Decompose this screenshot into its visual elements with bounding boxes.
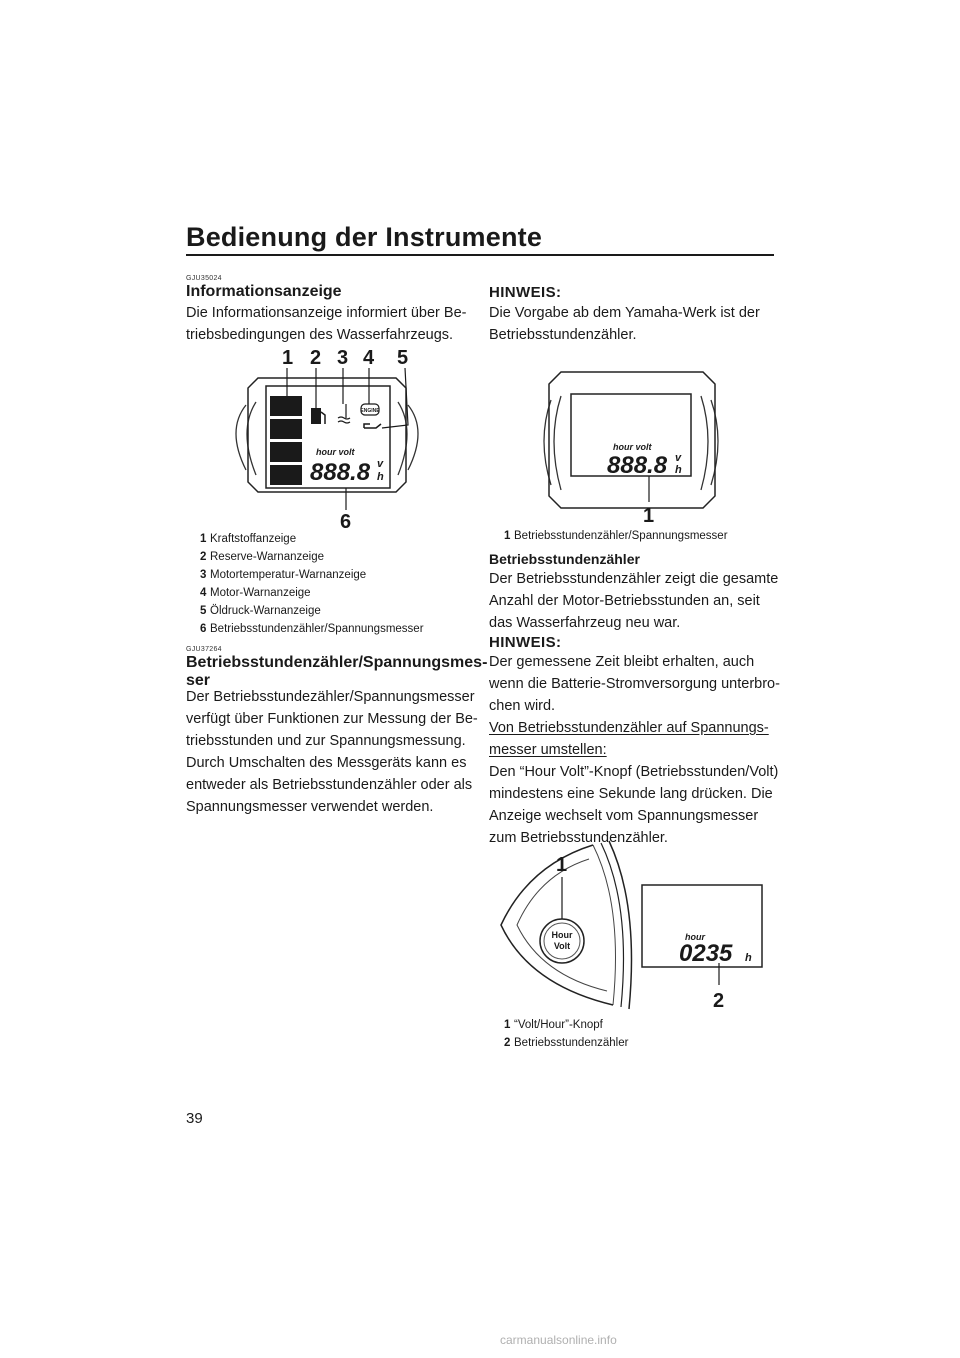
display-digits: 888.8 [607, 452, 668, 479]
page-title: Bedienung der Instrumente [186, 222, 543, 252]
note-body: Der gemessene Zeit bleibt erhalten, auch wenn die Batterie-Stromversorgung unterbro- chen wird. Von Betriebsstundenzähler auf Spannungs- messer umstellen: Den “Hour Volt”-Knopf (Betriebsstunden/Volt) mindestens eine Sekunde lang drücken. Die Anzeige wechselt vom Spannungsmesser zum Betriebsstundenzähler. [489, 654, 780, 846]
section-code: GJU37264 [186, 646, 222, 653]
legend-item: 5 Öldruck-Warnanzeige [200, 605, 321, 617]
callout-4: 4 [363, 347, 375, 369]
subsection-heading: Betriebsstundenzähler [489, 551, 640, 567]
callout-3: 3 [337, 347, 349, 369]
figure1-legend [200, 530, 424, 638]
hour-volt-button[interactable] [540, 919, 584, 963]
callout-2: 2 [713, 990, 725, 1012]
section-heading-betriebsstundenzaehler: Betriebsstundenzähler/Spannungsmes- ser [186, 654, 488, 689]
section-body-betriebsstundenzaehler: Der Betriebsstundezähler/Spannungsmesser verfügt über Funktionen zur Messung der Be- triebsstunden und zur Spannungsmessung. Durch Umschalten des Messgeräts kann es entweder als Betriebsstundenzähler oder als Spannungsmesser verwendet werden. [186, 689, 478, 815]
figure3-legend [504, 1016, 628, 1052]
section-code: GJU35024 [186, 275, 222, 282]
note-heading: HINWEIS: [489, 634, 562, 651]
legend-item: 2 Betriebsstundenzähler [504, 1037, 629, 1049]
legend-item: 1 Kraftstoffanzeige [200, 533, 297, 545]
callout-1: 1 [643, 505, 655, 527]
page-number: 39 [186, 1110, 203, 1127]
display-caption: hour volt [613, 442, 652, 452]
figure-information-display [186, 340, 464, 530]
svg-text:ENGINE: ENGINE [360, 408, 380, 414]
legend-item: 1 “Volt/Hour”-Knopf [504, 1019, 603, 1031]
callout-1: 1 [556, 854, 568, 876]
note-body: Die Vorgabe ab dem Yamaha-Werk ist der Betriebsstundenzähler. [489, 305, 760, 343]
subsection-body: Der Betriebsstundenzähler zeigt die gesamte Anzahl der Motor-Betriebsstunden an, seit das Wasserfahrzeug neu war. [489, 571, 779, 631]
display-unit-h: h [675, 464, 682, 476]
figure-hour-volt-display [489, 360, 774, 528]
display-digits: 0235 [679, 940, 733, 967]
figure-hour-volt-button [489, 835, 774, 1015]
button-label-hour: Hour [551, 930, 573, 940]
display-unit-h: h [745, 952, 752, 964]
legend-item: 6 Betriebsstundenzähler/Spannungsmesser [200, 623, 424, 635]
callout-6: 6 [340, 511, 352, 530]
button-label-volt: Volt [553, 941, 571, 951]
callout-5: 5 [397, 347, 409, 369]
display-digits: 888.8 [310, 459, 371, 486]
callout-2: 2 [310, 347, 322, 369]
display-caption: hour volt [316, 447, 355, 457]
section-body-informationsanzeige: Die Informationsanzeige informiert über Be- triebsbedingungen des Wasserfahrzeugs. [186, 305, 467, 343]
display-caption: hour [685, 932, 705, 942]
display-unit-h: h [377, 471, 384, 483]
callout-1: 1 [282, 347, 294, 369]
legend-item: 4 Motor-Warnanzeige [200, 587, 311, 599]
header-rule [186, 254, 774, 256]
section-heading-informationsanzeige: Informationsanzeige [186, 283, 342, 300]
display-unit-v: v [377, 458, 384, 470]
note-heading: HINWEIS: [489, 284, 562, 301]
legend-item: 2 Reserve-Warnanzeige [200, 551, 324, 563]
legend-item: 1 Betriebsstundenzähler/Spannungsmesser [504, 530, 728, 542]
display-unit-v: v [675, 452, 682, 464]
legend-item: 3 Motortemperatur-Warnanzeige [200, 569, 367, 581]
figure2-legend [504, 527, 728, 545]
watermark: carmanualsonline.info [500, 1333, 617, 1347]
